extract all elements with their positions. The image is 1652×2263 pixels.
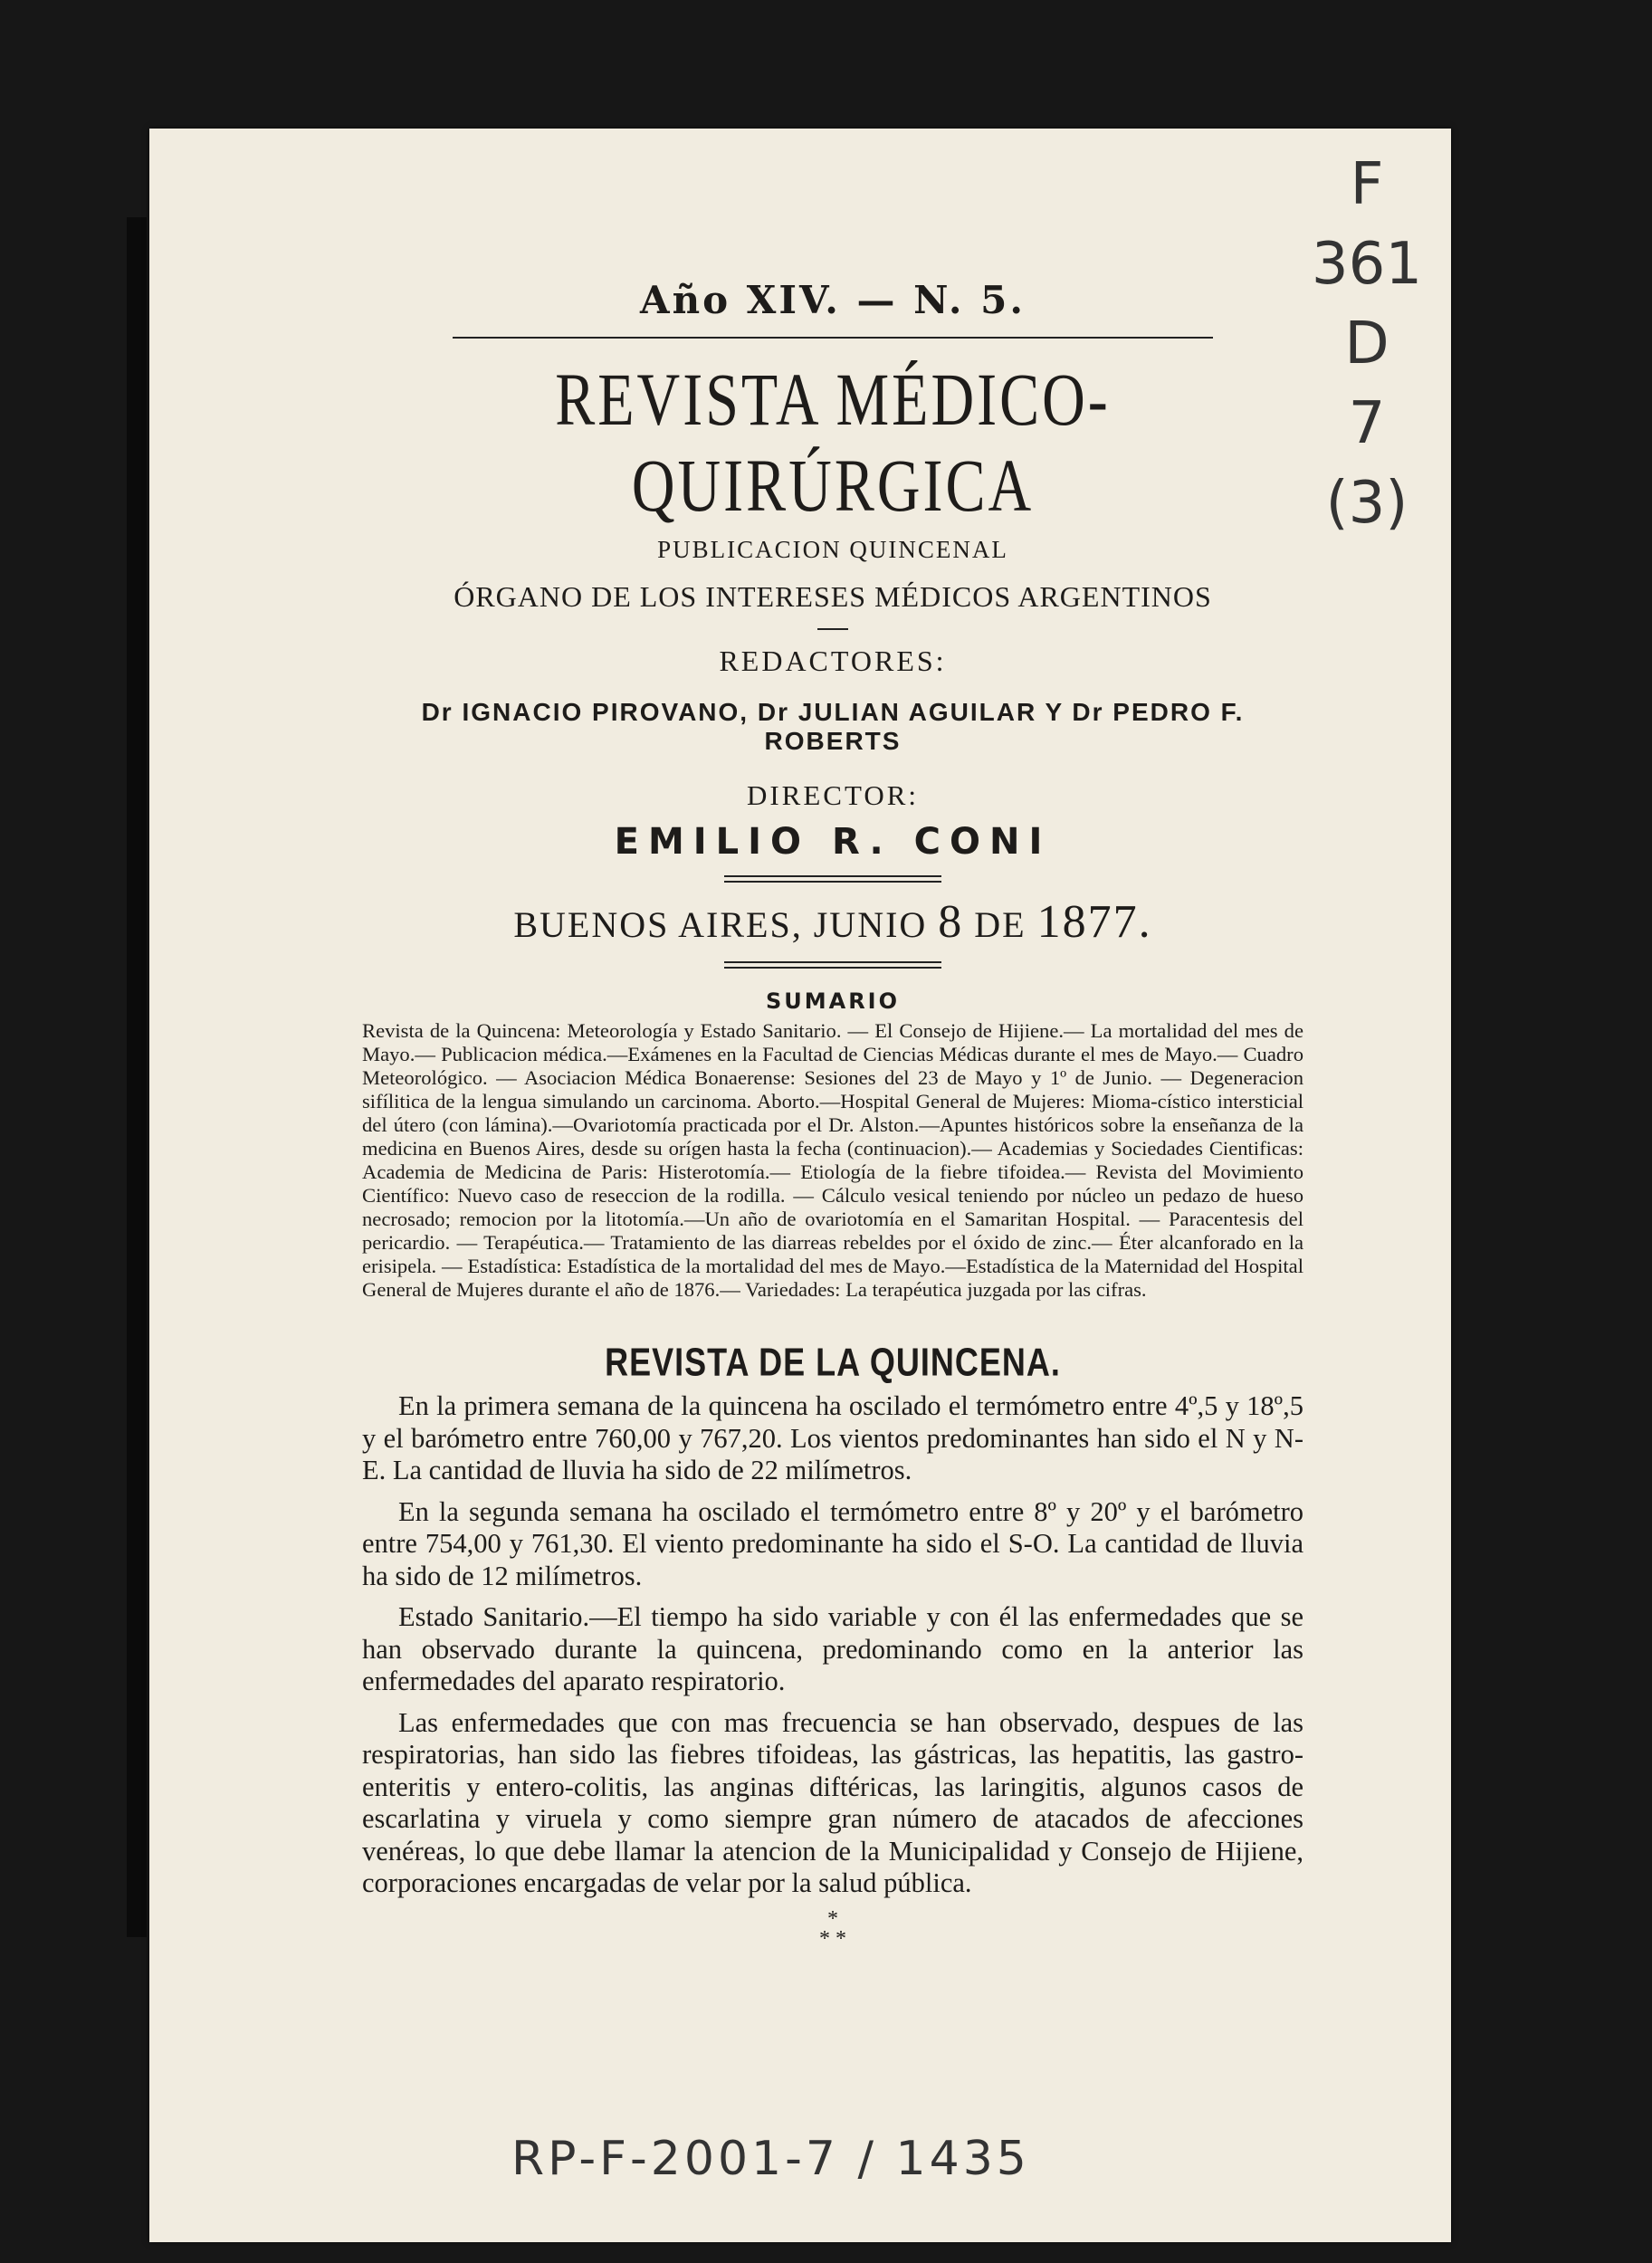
margin-note: (3) [1325,470,1408,537]
sumario-heading: SUMARIO [765,988,901,1014]
asterism-top: * [827,1906,838,1931]
date-year: 1877. [1036,896,1152,948]
margin-note: 7 [1348,390,1386,457]
handwritten-margin-notes [1299,145,1435,543]
shelfmark: RP-F-2001-7 / 1435 [511,2132,1030,2186]
section-heading: REVISTA DE LA QUINCENA. [605,1339,1061,1384]
issue-number: Año XIV. — N. 5. [640,278,1026,322]
director-name: EMILIO R. CONI [614,821,1052,863]
document-page [149,129,1451,2242]
journal-title: REVISTA MÉDICO-QUIRÚRGICA [555,358,1111,528]
director-label: DIRECTOR: [746,779,920,811]
asterism [362,1906,1303,1951]
sumario-text: Revista de la Quincena: Meteorología y Estado Sanitario. — El Consejo de Hijiene.— La mortalidad del mes de Mayo.— Publicacion médica.—Exámenes en la Facultad de Ciencias Médicas durante el mes de Mayo.— Cuadro Meteorológico. — Asociacion Médica Bonaerense: Sesiones del 23 de Mayo y 1º de Junio. — Degeneracion sifílitica de la lengua simulando un carcinoma. Aborto.—Hospital General de Mujeres: Mioma-cístico intersticial del útero (con lámina).—Ovariotomía practicada por el Dr. Alston.—Apuntes históricos sobre la enseñanza de la medicina en Buenos Aires, desde su orígen hasta la fecha (continuacion).— Academias y Sociedades Cientificas: Academia de Medicina de Paris: Histerotomía.— Etiología de la fiebre tifoidea.— Revista del Movimiento Científico: Nuevo caso de reseccion de la rodilla. — Cálculo vesical teniendo por núcleo un pedazo de hueso necrosado; remocion por la litotomía.—Un año de ovariotomía en el Samaritan Hospital. — Paracentesis del pericardio. — Terapéutica.— Tratamiento de las diarreas rebeldes por el óxido de zinc.— Éter alcanforado en la erisipela. — Estadística: Estadística de la mortalidad del mes de Mayo.—Estadística de la Maternidad del Hospital General de Mujeres durante el año de 1876.— Variedades: La terapéutica juzgada por las cifras. [362,1019,1303,1301]
margin-note: F [1350,151,1384,218]
redactores-names: Dr IGNACIO PIROVANO, Dr JULIAN AGUILAR Y Dr PEDRO F. ROBERTS [421,698,1245,755]
paragraph: En la primera semana de la quincena ha oscilado el termómetro entre 4º,5 y 18º,5 y el barómetro entre 760,00 y 767,20. Los vientos predominantes han sido el N y N-E. La cantidad de lluvia ha sido de 22 milímetros. [362,1390,1303,1485]
margin-note: D [1344,310,1389,377]
paragraph: En la segunda semana ha oscilado el termómetro entre 8º y 20º y el barómetro entre 754,00 y 761,30. El viento predominante ha sido el S-O. La cantidad de lluvia ha sido de 12 milímetros. [362,1495,1303,1591]
paragraph: Las enfermedades que con mas frecuencia se han observado, despues de las respiratorias, han sido las fiebres tifoideas, las gástricas, las hepatitis, las gastro-enteritis y entero-colitis, las anginas diftéricas, las laringitis, algunos casos de escarlatina y viruela y como siempre gran número de atacados de afecciones venéreas, lo que debe llamar la atencion de la Municipalidad y Consejo de Hijiene, corporaciones encargadas de velar por la salud pública. [362,1706,1303,1898]
issue-date [362,895,1303,949]
redactores-label: REDACTORES: [719,645,947,677]
paragraph: Estado Sanitario.—El tiempo ha sido variable y con él las enfermedades que se han observado durante la quincena, predominando como en la anterior las enfermedades del aparato respiratorio. [362,1601,1303,1696]
double-rule [724,961,941,969]
page-content [362,278,1303,1949]
double-rule [724,875,941,883]
date-place-month: BUENOS AIRES, JUNIO [513,904,928,945]
journal-organ: ÓRGANO DE LOS INTERESES MÉDICOS ARGENTINOS [454,580,1212,613]
asterism-bottom: * * [819,1926,846,1951]
divider [817,628,848,630]
date-day: 8 [938,896,964,948]
book-spine [127,217,147,1937]
margin-note: 361 [1311,231,1423,298]
date-de: DE [974,904,1027,945]
divider [453,337,1213,339]
journal-subtitle: PUBLICACION QUINCENAL [657,536,1008,563]
